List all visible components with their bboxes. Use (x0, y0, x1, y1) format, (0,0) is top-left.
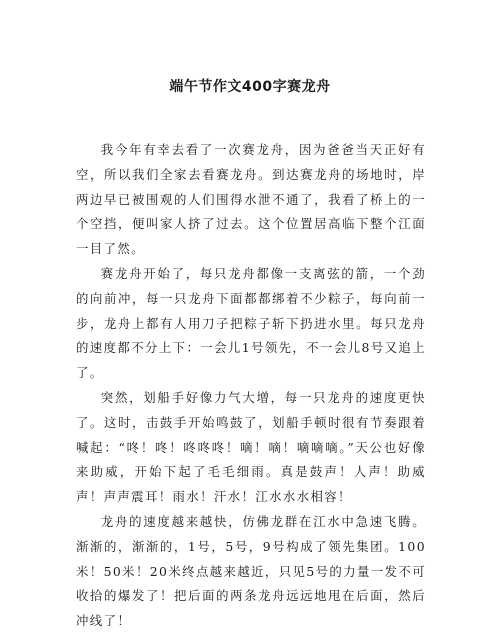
paragraph: 龙舟的速度越来越快，仿佛龙群在江水中急速飞腾。渐渐的，渐渐的，1号，5号，9号构成了领先集团。100米！50米！20米终点越来越近，只见5号的力量一发不可收拾的爆发了！把后面的两条龙舟远远地甩在后面，然后冲线了！ (76, 513, 426, 629)
paragraph: 突然，划船手好像力气大增，每一只龙舟的速度更快了。这时，击鼓手开始鸣鼓了，划船手顿时很有节奏跟着喊起：“咚！咚！咚咚咚！嘀！嘀！嘀嘀嘀。”天公也好像来助威，开始下起了毛毛细雨。真是鼓声！人声！助威声！声声震耳！雨水！汗水！江水水水相容！ (76, 389, 426, 505)
paragraph: 我今年有幸去看了一次赛龙舟，因为爸爸当天正好有空，所以我们全家去看赛龙舟。到达赛龙舟的场地时，岸两边早已被围观的人们围得水泄不通了，我看了桥上的一个空挡，便叫家人挤了过去。这个位置居高临下整个江面一目了然。 (76, 142, 426, 257)
document-title: 端午节作文400字赛龙舟 (169, 79, 331, 95)
document-body (76, 138, 426, 634)
paragraph: 赛龙舟开始了，每只龙舟都像一支离弦的箭，一个劲的向前冲，每一只龙舟下面都都绑着不少粽子，每向前一步，龙舟上都有人用刀子把粽子斩下扔进水里。每只龙舟的速度都不分上下：一会儿1号领先，不一会儿8号又追上了。 (76, 265, 426, 381)
